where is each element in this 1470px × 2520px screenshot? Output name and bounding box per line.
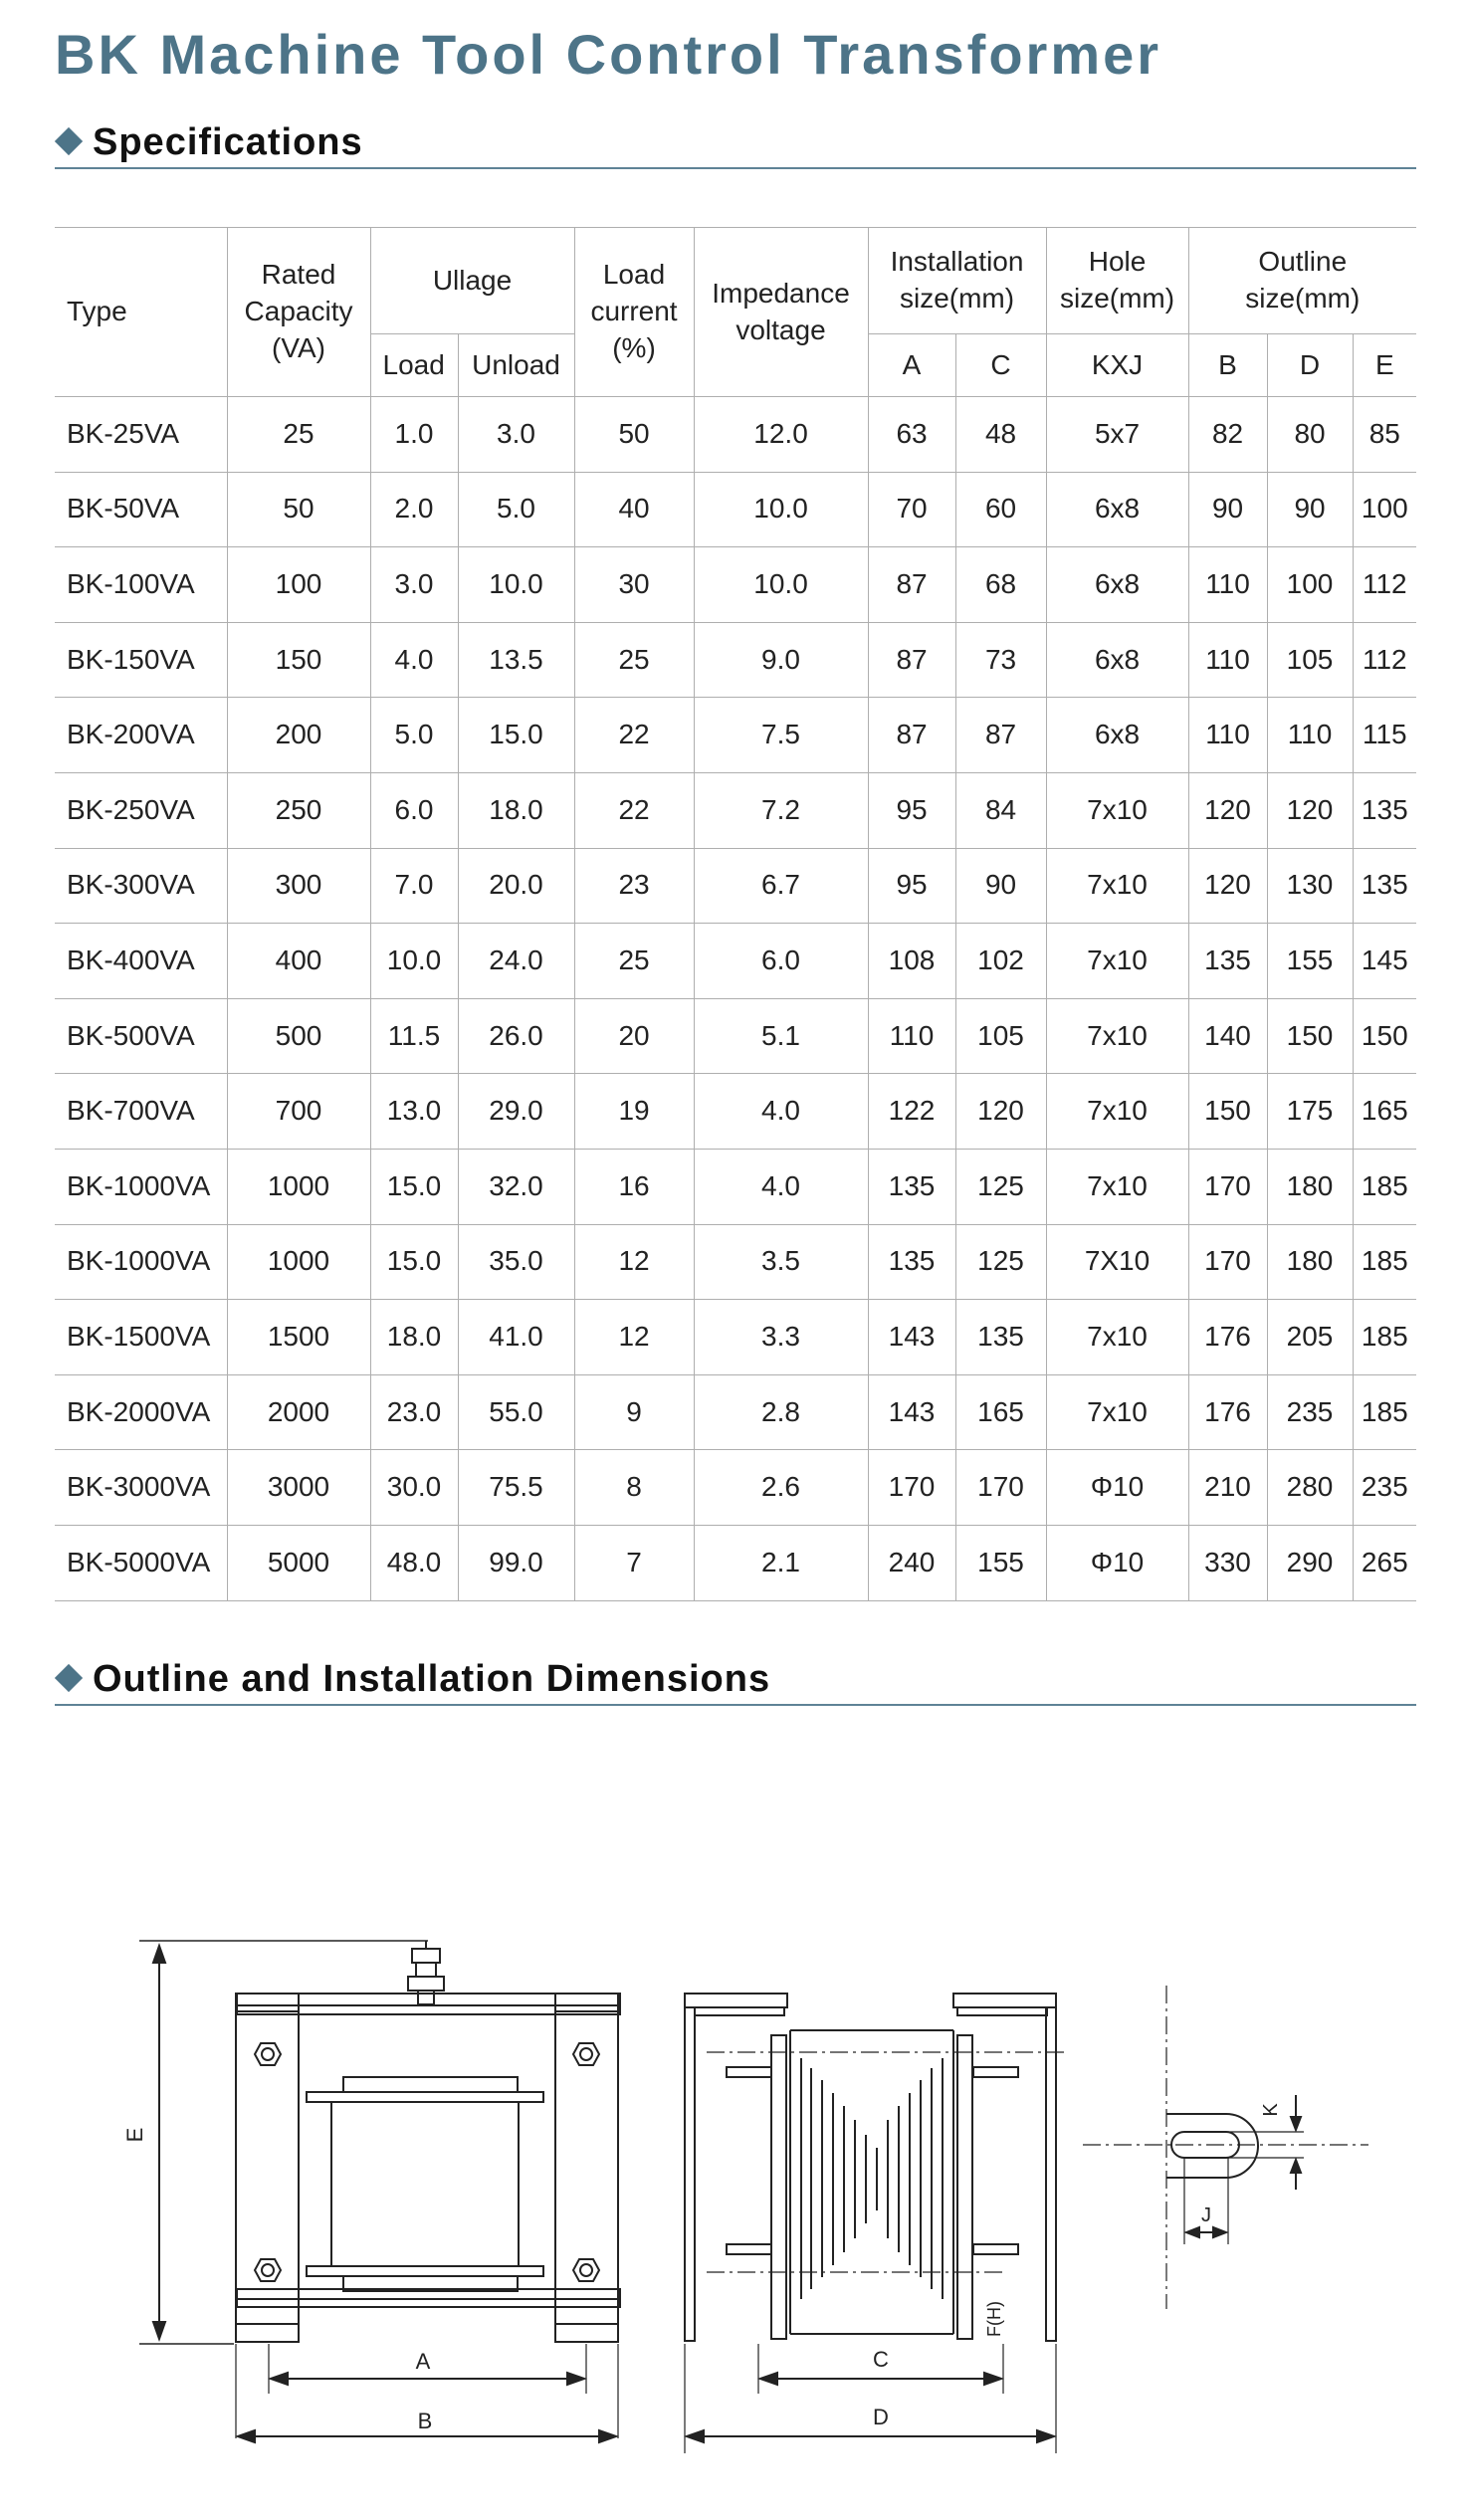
header-install-c: C bbox=[955, 334, 1046, 397]
table-row bbox=[55, 848, 1416, 924]
cell-load-current: 20 bbox=[574, 998, 694, 1074]
cell-load: 5.0 bbox=[370, 698, 458, 773]
table-row bbox=[55, 1074, 1416, 1150]
cell-outline-b: 330 bbox=[1188, 1525, 1267, 1600]
cell-outline-b: 150 bbox=[1188, 1074, 1267, 1150]
cell-unload: 99.0 bbox=[458, 1525, 574, 1600]
cell-unload: 29.0 bbox=[458, 1074, 574, 1150]
cell-outline-d: 155 bbox=[1267, 924, 1353, 999]
cell-outline-d: 205 bbox=[1267, 1300, 1353, 1375]
cell-unload: 3.0 bbox=[458, 397, 574, 473]
cell-install-c: 90 bbox=[955, 848, 1046, 924]
cell-outline-d: 90 bbox=[1267, 472, 1353, 547]
cell-rated-capacity: 25 bbox=[227, 397, 370, 473]
cell-type: BK-300VA bbox=[55, 848, 227, 924]
cell-load-current: 16 bbox=[574, 1149, 694, 1224]
cell-install-a: 240 bbox=[868, 1525, 955, 1600]
cell-install-a: 135 bbox=[868, 1224, 955, 1300]
front-view bbox=[122, 1941, 620, 2442]
cell-rated-capacity: 1000 bbox=[227, 1224, 370, 1300]
cell-load: 15.0 bbox=[370, 1224, 458, 1300]
cell-outline-e: 115 bbox=[1353, 698, 1416, 773]
cell-rated-capacity: 300 bbox=[227, 848, 370, 924]
cell-install-c: 73 bbox=[955, 622, 1046, 698]
cell-impedance-voltage: 4.0 bbox=[694, 1149, 868, 1224]
cell-rated-capacity: 500 bbox=[227, 998, 370, 1074]
cell-outline-d: 130 bbox=[1267, 848, 1353, 924]
cell-type: BK-50VA bbox=[55, 472, 227, 547]
cell-load: 23.0 bbox=[370, 1374, 458, 1450]
cell-outline-d: 120 bbox=[1267, 772, 1353, 848]
cell-impedance-voltage: 2.6 bbox=[694, 1450, 868, 1526]
cell-rated-capacity: 1000 bbox=[227, 1149, 370, 1224]
cell-rated-capacity: 200 bbox=[227, 698, 370, 773]
cell-outline-d: 105 bbox=[1267, 622, 1353, 698]
hole-detail bbox=[1083, 1986, 1368, 2309]
table-row bbox=[55, 998, 1416, 1074]
cell-load-current: 8 bbox=[574, 1450, 694, 1526]
cell-outline-b: 120 bbox=[1188, 848, 1267, 924]
outline-heading-label: Outline and Installation Dimensions bbox=[93, 1658, 771, 1700]
cell-impedance-voltage: 3.3 bbox=[694, 1300, 868, 1375]
cell-impedance-voltage: 12.0 bbox=[694, 397, 868, 473]
cell-install-c: 87 bbox=[955, 698, 1046, 773]
table-row bbox=[55, 772, 1416, 848]
specifications-heading bbox=[55, 121, 1416, 169]
header-hole-size: Hole size(mm) bbox=[1046, 228, 1188, 334]
table-row bbox=[55, 1224, 1416, 1300]
cell-install-a: 95 bbox=[868, 772, 955, 848]
cell-load: 11.5 bbox=[370, 998, 458, 1074]
cell-load-current: 9 bbox=[574, 1374, 694, 1450]
cell-type: BK-1500VA bbox=[55, 1300, 227, 1375]
cell-outline-d: 180 bbox=[1267, 1224, 1353, 1300]
cell-outline-b: 170 bbox=[1188, 1224, 1267, 1300]
dim-label-a: A bbox=[415, 2349, 431, 2374]
cell-impedance-voltage: 3.5 bbox=[694, 1224, 868, 1300]
cell-type: BK-25VA bbox=[55, 397, 227, 473]
cell-unload: 41.0 bbox=[458, 1300, 574, 1375]
dim-label-e: E bbox=[122, 2127, 147, 2143]
table-row bbox=[55, 1300, 1416, 1375]
cell-outline-b: 176 bbox=[1188, 1374, 1267, 1450]
dim-label-k: K bbox=[1260, 2103, 1282, 2117]
cell-outline-b: 110 bbox=[1188, 622, 1267, 698]
cell-install-a: 95 bbox=[868, 848, 955, 924]
cell-impedance-voltage: 9.0 bbox=[694, 622, 868, 698]
cell-unload: 55.0 bbox=[458, 1374, 574, 1450]
cell-type: BK-100VA bbox=[55, 547, 227, 623]
cell-rated-capacity: 3000 bbox=[227, 1450, 370, 1526]
cell-unload: 20.0 bbox=[458, 848, 574, 924]
cell-rated-capacity: 100 bbox=[227, 547, 370, 623]
cell-load: 3.0 bbox=[370, 547, 458, 623]
cell-install-c: 102 bbox=[955, 924, 1046, 999]
cell-rated-capacity: 5000 bbox=[227, 1525, 370, 1600]
cell-type: BK-700VA bbox=[55, 1074, 227, 1150]
table-row bbox=[55, 1149, 1416, 1224]
table-row bbox=[55, 1525, 1416, 1600]
cell-outline-e: 100 bbox=[1353, 472, 1416, 547]
cell-hole-kxj: 6x8 bbox=[1046, 622, 1188, 698]
cell-load: 10.0 bbox=[370, 924, 458, 999]
cell-install-a: 143 bbox=[868, 1374, 955, 1450]
cell-hole-kxj: Φ10 bbox=[1046, 1525, 1188, 1600]
cell-outline-e: 150 bbox=[1353, 998, 1416, 1074]
table-row bbox=[55, 397, 1416, 473]
cell-install-a: 87 bbox=[868, 698, 955, 773]
cell-unload: 24.0 bbox=[458, 924, 574, 999]
cell-hole-kxj: 7x10 bbox=[1046, 924, 1188, 999]
table-row bbox=[55, 698, 1416, 773]
cell-outline-b: 110 bbox=[1188, 547, 1267, 623]
cell-outline-b: 120 bbox=[1188, 772, 1267, 848]
cell-outline-e: 145 bbox=[1353, 924, 1416, 999]
cell-load-current: 12 bbox=[574, 1300, 694, 1375]
outline-heading bbox=[55, 1658, 1416, 1706]
dim-label-d: D bbox=[873, 2405, 889, 2429]
header-type: Type bbox=[55, 228, 227, 397]
cell-unload: 5.0 bbox=[458, 472, 574, 547]
cell-outline-b: 176 bbox=[1188, 1300, 1267, 1375]
cell-hole-kxj: 7x10 bbox=[1046, 848, 1188, 924]
cell-hole-kxj: 6x8 bbox=[1046, 472, 1188, 547]
cell-install-a: 143 bbox=[868, 1300, 955, 1375]
table-row bbox=[55, 622, 1416, 698]
cell-impedance-voltage: 7.2 bbox=[694, 772, 868, 848]
cell-impedance-voltage: 2.1 bbox=[694, 1525, 868, 1600]
outline-dimension-drawing bbox=[0, 1791, 1470, 2488]
cell-rated-capacity: 250 bbox=[227, 772, 370, 848]
cell-outline-b: 110 bbox=[1188, 698, 1267, 773]
cell-outline-d: 110 bbox=[1267, 698, 1353, 773]
cell-load-current: 22 bbox=[574, 772, 694, 848]
cell-install-c: 155 bbox=[955, 1525, 1046, 1600]
cell-install-c: 120 bbox=[955, 1074, 1046, 1150]
cell-unload: 35.0 bbox=[458, 1224, 574, 1300]
cell-load-current: 25 bbox=[574, 924, 694, 999]
document-title: BK Machine Tool Control Transformer bbox=[55, 23, 1162, 86]
cell-type: BK-400VA bbox=[55, 924, 227, 999]
specifications-heading-label: Specifications bbox=[93, 121, 363, 163]
cell-hole-kxj: 7x10 bbox=[1046, 1074, 1188, 1150]
table-row bbox=[55, 547, 1416, 623]
cell-hole-kxj: 7x10 bbox=[1046, 1374, 1188, 1450]
cell-outline-e: 112 bbox=[1353, 622, 1416, 698]
cell-type: BK-5000VA bbox=[55, 1525, 227, 1600]
cell-impedance-voltage: 7.5 bbox=[694, 698, 868, 773]
diamond-bullet-icon bbox=[55, 1664, 83, 1692]
header-outline-d: D bbox=[1267, 334, 1353, 397]
cell-outline-e: 135 bbox=[1353, 772, 1416, 848]
cell-impedance-voltage: 6.7 bbox=[694, 848, 868, 924]
header-load-current: Load current (%) bbox=[574, 228, 694, 397]
specifications-table bbox=[55, 227, 1416, 1601]
cell-type: BK-500VA bbox=[55, 998, 227, 1074]
cell-impedance-voltage: 2.8 bbox=[694, 1374, 868, 1450]
header-rated-capacity: Rated Capacity (VA) bbox=[227, 228, 370, 397]
table-row bbox=[55, 1450, 1416, 1526]
cell-hole-kxj: 7x10 bbox=[1046, 1149, 1188, 1224]
cell-load-current: 40 bbox=[574, 472, 694, 547]
dim-label-j: J bbox=[1201, 2205, 1211, 2226]
cell-outline-e: 235 bbox=[1353, 1450, 1416, 1526]
cell-rated-capacity: 700 bbox=[227, 1074, 370, 1150]
cell-type: BK-150VA bbox=[55, 622, 227, 698]
cell-hole-kxj: 7X10 bbox=[1046, 1224, 1188, 1300]
cell-outline-e: 85 bbox=[1353, 397, 1416, 473]
cell-type: BK-3000VA bbox=[55, 1450, 227, 1526]
cell-install-c: 125 bbox=[955, 1224, 1046, 1300]
cell-load-current: 30 bbox=[574, 547, 694, 623]
cell-load: 6.0 bbox=[370, 772, 458, 848]
cell-install-a: 170 bbox=[868, 1450, 955, 1526]
cell-load: 15.0 bbox=[370, 1149, 458, 1224]
cell-outline-d: 80 bbox=[1267, 397, 1353, 473]
cell-load-current: 50 bbox=[574, 397, 694, 473]
cell-load-current: 7 bbox=[574, 1525, 694, 1600]
cell-load-current: 22 bbox=[574, 698, 694, 773]
cell-outline-b: 210 bbox=[1188, 1450, 1267, 1526]
cell-impedance-voltage: 10.0 bbox=[694, 472, 868, 547]
cell-load: 2.0 bbox=[370, 472, 458, 547]
cell-rated-capacity: 1500 bbox=[227, 1300, 370, 1375]
cell-impedance-voltage: 5.1 bbox=[694, 998, 868, 1074]
cell-install-a: 135 bbox=[868, 1149, 955, 1224]
cell-impedance-voltage: 6.0 bbox=[694, 924, 868, 999]
cell-hole-kxj: 5x7 bbox=[1046, 397, 1188, 473]
cell-type: BK-2000VA bbox=[55, 1374, 227, 1450]
cell-install-a: 87 bbox=[868, 547, 955, 623]
cell-install-c: 48 bbox=[955, 397, 1046, 473]
cell-hole-kxj: 6x8 bbox=[1046, 547, 1188, 623]
cell-outline-b: 140 bbox=[1188, 998, 1267, 1074]
cell-install-a: 70 bbox=[868, 472, 955, 547]
cell-unload: 10.0 bbox=[458, 547, 574, 623]
cell-outline-e: 135 bbox=[1353, 848, 1416, 924]
cell-unload: 18.0 bbox=[458, 772, 574, 848]
table-row bbox=[55, 1374, 1416, 1450]
cell-unload: 32.0 bbox=[458, 1149, 574, 1224]
cell-outline-d: 290 bbox=[1267, 1525, 1353, 1600]
cell-outline-e: 185 bbox=[1353, 1374, 1416, 1450]
cell-load-current: 23 bbox=[574, 848, 694, 924]
cell-load: 30.0 bbox=[370, 1450, 458, 1526]
dim-label-b: B bbox=[417, 2409, 433, 2433]
cell-load: 7.0 bbox=[370, 848, 458, 924]
header-hole-kxj: KXJ bbox=[1046, 334, 1188, 397]
cell-outline-d: 175 bbox=[1267, 1074, 1353, 1150]
header-load: Load bbox=[370, 334, 458, 397]
cell-load: 13.0 bbox=[370, 1074, 458, 1150]
cell-hole-kxj: 7x10 bbox=[1046, 1300, 1188, 1375]
cell-outline-b: 170 bbox=[1188, 1149, 1267, 1224]
cell-outline-e: 185 bbox=[1353, 1224, 1416, 1300]
cell-load-current: 19 bbox=[574, 1074, 694, 1150]
diamond-bullet-icon bbox=[55, 127, 83, 155]
cell-hole-kxj: 7x10 bbox=[1046, 772, 1188, 848]
header-ullage: Ullage bbox=[370, 228, 574, 334]
cell-install-c: 135 bbox=[955, 1300, 1046, 1375]
cell-install-a: 87 bbox=[868, 622, 955, 698]
header-installation-size: Installation size(mm) bbox=[868, 228, 1046, 334]
dim-label-c: C bbox=[873, 2347, 889, 2372]
cell-install-c: 165 bbox=[955, 1374, 1046, 1450]
cell-unload: 15.0 bbox=[458, 698, 574, 773]
cell-outline-e: 185 bbox=[1353, 1300, 1416, 1375]
cell-install-c: 105 bbox=[955, 998, 1046, 1074]
table-row bbox=[55, 924, 1416, 999]
cell-install-c: 68 bbox=[955, 547, 1046, 623]
cell-outline-b: 90 bbox=[1188, 472, 1267, 547]
cell-install-c: 60 bbox=[955, 472, 1046, 547]
cell-load-current: 25 bbox=[574, 622, 694, 698]
cell-load: 4.0 bbox=[370, 622, 458, 698]
header-outline-size: Outline size(mm) bbox=[1188, 228, 1416, 334]
cell-load: 1.0 bbox=[370, 397, 458, 473]
cell-unload: 75.5 bbox=[458, 1450, 574, 1526]
cell-unload: 26.0 bbox=[458, 998, 574, 1074]
cell-type: BK-250VA bbox=[55, 772, 227, 848]
cell-install-a: 122 bbox=[868, 1074, 955, 1150]
table-row bbox=[55, 472, 1416, 547]
cell-rated-capacity: 150 bbox=[227, 622, 370, 698]
cell-install-c: 170 bbox=[955, 1450, 1046, 1526]
cell-load: 18.0 bbox=[370, 1300, 458, 1375]
cell-outline-b: 135 bbox=[1188, 924, 1267, 999]
cell-outline-e: 185 bbox=[1353, 1149, 1416, 1224]
cell-impedance-voltage: 10.0 bbox=[694, 547, 868, 623]
cell-hole-kxj: 6x8 bbox=[1046, 698, 1188, 773]
cell-hole-kxj: Φ10 bbox=[1046, 1450, 1188, 1526]
cell-install-c: 125 bbox=[955, 1149, 1046, 1224]
header-outline-e: E bbox=[1353, 334, 1416, 397]
header-unload: Unload bbox=[458, 334, 574, 397]
cell-load: 48.0 bbox=[370, 1525, 458, 1600]
cell-rated-capacity: 2000 bbox=[227, 1374, 370, 1450]
cell-install-c: 84 bbox=[955, 772, 1046, 848]
cell-install-a: 108 bbox=[868, 924, 955, 999]
cell-outline-e: 265 bbox=[1353, 1525, 1416, 1600]
cell-type: BK-1000VA bbox=[55, 1224, 227, 1300]
cell-rated-capacity: 50 bbox=[227, 472, 370, 547]
cell-install-a: 63 bbox=[868, 397, 955, 473]
cell-type: BK-200VA bbox=[55, 698, 227, 773]
cell-install-a: 110 bbox=[868, 998, 955, 1074]
header-install-a: A bbox=[868, 334, 955, 397]
cell-unload: 13.5 bbox=[458, 622, 574, 698]
side-view bbox=[685, 1994, 1067, 2453]
cell-load-current: 12 bbox=[574, 1224, 694, 1300]
cell-rated-capacity: 400 bbox=[227, 924, 370, 999]
cell-outline-e: 165 bbox=[1353, 1074, 1416, 1150]
cell-outline-d: 280 bbox=[1267, 1450, 1353, 1526]
dim-label-f: F(H) bbox=[984, 2301, 1004, 2337]
cell-outline-d: 180 bbox=[1267, 1149, 1353, 1224]
cell-outline-d: 150 bbox=[1267, 998, 1353, 1074]
cell-outline-d: 100 bbox=[1267, 547, 1353, 623]
cell-type: BK-1000VA bbox=[55, 1149, 227, 1224]
cell-outline-d: 235 bbox=[1267, 1374, 1353, 1450]
header-outline-b: B bbox=[1188, 334, 1267, 397]
header-impedance-voltage: Impedance voltage bbox=[694, 228, 868, 397]
cell-outline-b: 82 bbox=[1188, 397, 1267, 473]
cell-impedance-voltage: 4.0 bbox=[694, 1074, 868, 1150]
cell-outline-e: 112 bbox=[1353, 547, 1416, 623]
cell-hole-kxj: 7x10 bbox=[1046, 998, 1188, 1074]
